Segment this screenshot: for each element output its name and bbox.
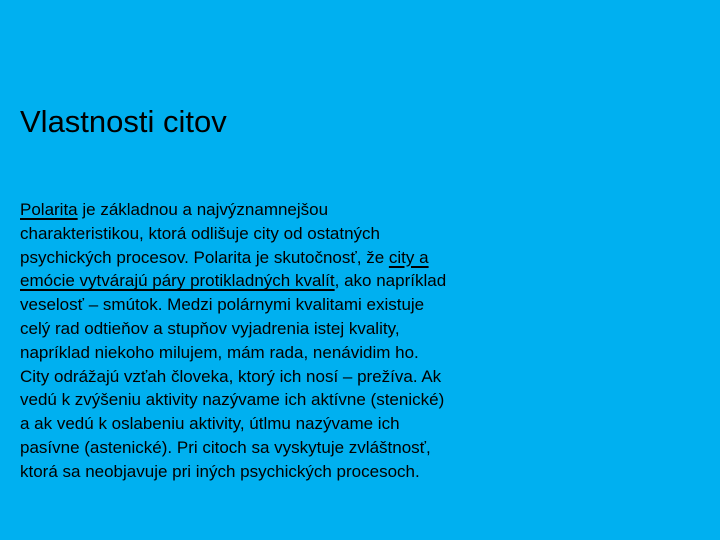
body-line <box>20 246 540 270</box>
body-text-segment: , ako napríklad <box>334 271 447 291</box>
body-line: vedú k zvýšeniu aktivity nazývame ich aktívne (stenické) <box>20 390 445 410</box>
slide-body-text <box>20 198 540 484</box>
underlined-term-polarita: Polarita <box>20 200 78 219</box>
body-line: City odrážajú vzťah človeka, ktorý ich nosí – prežíva. Ak <box>20 366 442 386</box>
body-text-segment: psychických procesov. Polarita je skutočnosť, že <box>20 247 389 267</box>
body-line: ktorá sa neobjavuje pri iných psychických procesoch. <box>20 461 420 481</box>
body-line: celý rad odtieňov a stupňov vyjadrenia istej kvality, <box>20 318 400 338</box>
body-line: pasívne (astenické). Pri citoch sa vyskytuje zvláštnosť, <box>20 437 431 457</box>
body-line: veselosť – smútok. Medzi polárnymi kvalitami existuje <box>20 295 425 315</box>
body-line: charakteristikou, ktorá odlišuje city od ostatných <box>20 223 381 243</box>
body-line <box>20 269 540 293</box>
body-line: a ak vedú k oslabeniu aktivity, útlmu nazývame ich <box>20 414 400 434</box>
underlined-phrase: emócie vytvárajú páry protikladných kvalít <box>20 271 335 291</box>
underlined-phrase: city a <box>388 247 429 267</box>
slide-title: Vlastnosti citov <box>20 104 227 139</box>
body-line: napríklad niekoho milujem, mám rada, nenávidim ho. <box>20 342 419 362</box>
body-line <box>20 198 540 222</box>
body-text-segment: je základnou a najvýznamnejšou <box>77 200 329 219</box>
